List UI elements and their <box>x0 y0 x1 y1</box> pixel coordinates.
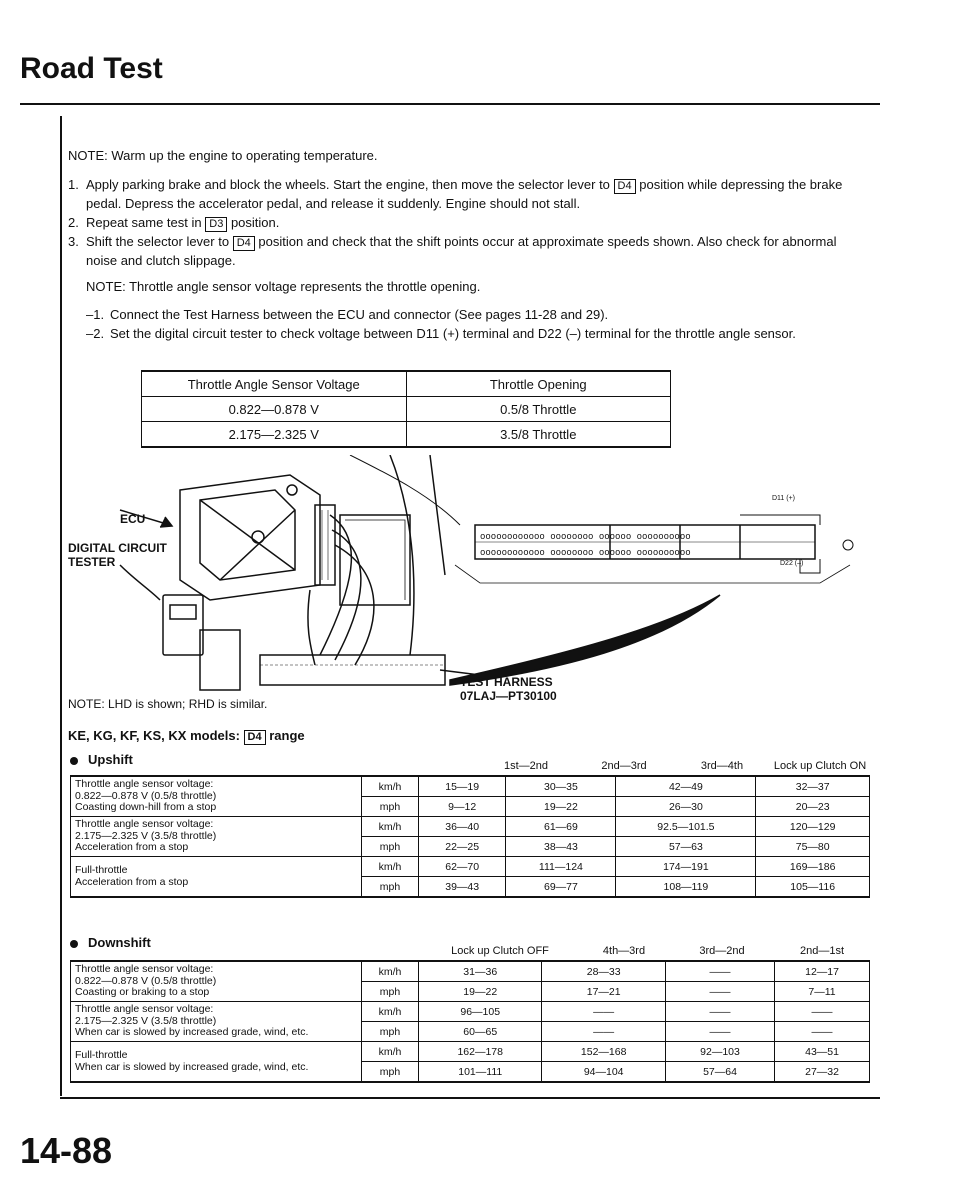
speed-cell: 101—111 <box>419 1062 542 1083</box>
condition-line: Full-throttle <box>75 864 128 876</box>
unit-cell: mph <box>362 797 419 817</box>
header-voltage: Throttle Angle Sensor Voltage <box>142 371 407 397</box>
speed-cell: 75—80 <box>756 837 870 857</box>
column-header: 2nd—3rd <box>601 760 647 772</box>
condition-line: When car is slowed by increased grade, wind, etc. <box>75 1026 309 1039</box>
condition-line: Coasting or braking to a stop <box>75 986 210 999</box>
condition-cell <box>71 1002 362 1042</box>
speed-cell: 111—124 <box>506 857 616 877</box>
speed-cell: —— <box>665 982 774 1002</box>
speed-cell: —— <box>542 1002 665 1022</box>
throttle-sensor-table <box>141 370 671 448</box>
downshift-table <box>70 960 870 1083</box>
speed-cell: 43—51 <box>775 1042 870 1062</box>
page-number: 14-88 <box>20 1130 113 1171</box>
note-throttle: NOTE: Throttle angle sensor voltage represents the throttle opening. <box>86 279 481 294</box>
speed-cell: —— <box>665 961 774 982</box>
speed-cell: 174—191 <box>616 857 756 877</box>
speed-cell: 169—186 <box>756 857 870 877</box>
footer-rule <box>60 1097 880 1099</box>
speed-cell: 19—22 <box>419 982 542 1002</box>
table-row <box>71 1002 870 1022</box>
condition-cell <box>71 817 362 857</box>
downshift-heading <box>70 935 151 950</box>
speed-cell: 57—63 <box>616 837 756 857</box>
harness-part-number: 07LAJ—PT30100 <box>460 689 557 703</box>
condition-line: Throttle angle sensor voltage: <box>75 963 214 976</box>
upshift-heading <box>70 752 133 767</box>
speed-cell: 105—116 <box>756 877 870 898</box>
condition-line: Coasting down-hill from a stop <box>75 801 217 814</box>
table-row <box>71 776 870 797</box>
speed-cell: 20—23 <box>756 797 870 817</box>
sub-step-text: Connect the Test Harness between the ECU and connector (See pages 11-28 and 29). <box>110 307 609 322</box>
condition-line: When car is slowed by increased grade, wind, etc. <box>75 1060 309 1073</box>
speed-cell: 19—22 <box>506 797 616 817</box>
procedure-step <box>68 213 868 232</box>
condition-cell <box>71 1042 362 1083</box>
speed-cell: 9—12 <box>419 797 506 817</box>
procedure-step <box>68 175 868 213</box>
unit-cell: km/h <box>362 961 419 982</box>
condition-line: Acceleration from a stop <box>75 841 189 854</box>
step-text-pre: Repeat same test in <box>86 215 202 230</box>
step-number: 3. <box>68 234 79 249</box>
sub-step <box>86 305 866 324</box>
table-row <box>71 1042 870 1062</box>
speed-cell: 27—32 <box>775 1062 870 1083</box>
table-cell: 2.175—2.325 V <box>142 422 407 448</box>
speed-cell: —— <box>775 1022 870 1042</box>
condition-line: 0.822—0.878 V (0.5/8 throttle) <box>75 974 217 987</box>
bullet-icon <box>70 757 78 765</box>
condition-line: Throttle angle sensor voltage: <box>75 1003 214 1016</box>
step-text-pre: Apply parking brake and block the wheels. Start the engine, then move the selector lever to <box>86 177 610 192</box>
step-text-pre: Shift the selector lever to <box>86 234 230 249</box>
table-row <box>142 397 671 422</box>
speed-cell: 31—36 <box>419 961 542 982</box>
speed-cell: 30—35 <box>506 776 616 797</box>
speed-cell: 69—77 <box>506 877 616 898</box>
table-header-row <box>142 371 671 397</box>
sub-step-number: –2. <box>86 326 105 341</box>
unit-cell: mph <box>362 837 419 857</box>
speed-cell: 62—70 <box>419 857 506 877</box>
d22-terminal-label: D22 (–) <box>780 560 804 567</box>
unit-cell: km/h <box>362 1042 419 1062</box>
speed-cell: 38—43 <box>506 837 616 857</box>
condition-line: 0.822—0.878 V (0.5/8 throttle) <box>75 789 217 802</box>
table-cell: 3.5/8 Throttle <box>406 422 671 448</box>
column-header: Lock up Clutch OFF <box>451 945 549 957</box>
column-header: 3rd—4th <box>700 760 744 772</box>
speed-cell: 7—11 <box>775 982 870 1002</box>
step-number: 1. <box>68 177 79 192</box>
step-text <box>86 213 856 232</box>
gear-position-box: D3 <box>205 217 227 232</box>
upshift-title: Upshift <box>88 752 133 767</box>
unit-cell: mph <box>362 877 419 898</box>
page-title: Road Test <box>20 52 163 85</box>
step-text-post: position. <box>230 215 280 230</box>
step-text <box>86 232 856 270</box>
step-text-post: position while depressing the brake pedal. Depress the accelerator pedal, and release it suddenly. Engine should not stall. <box>86 177 843 211</box>
speed-cell: 39—43 <box>419 877 506 898</box>
note-lhd: NOTE: LHD is shown; RHD is similar. <box>68 697 268 711</box>
condition-line: 2.175—2.325 V (3.5/8 throttle) <box>75 829 217 842</box>
speed-cell: 26—30 <box>616 797 756 817</box>
speed-cell: 96—105 <box>419 1002 542 1022</box>
speed-cell: —— <box>775 1002 870 1022</box>
speed-cell: 15—19 <box>419 776 506 797</box>
column-header: 2nd—1st <box>799 945 845 957</box>
speed-cell: —— <box>665 1022 774 1042</box>
speed-cell: —— <box>542 1022 665 1042</box>
condition-cell <box>71 776 362 817</box>
table-row <box>71 857 870 877</box>
note-warm-up: NOTE: Warm up the engine to operating temperature. <box>68 148 378 163</box>
step-number: 2. <box>68 215 79 230</box>
unit-cell: km/h <box>362 1002 419 1022</box>
table-cell: 0.5/8 Throttle <box>406 397 671 422</box>
header-opening: Throttle Opening <box>406 371 671 397</box>
header-rule <box>20 103 880 105</box>
speed-cell: 92—103 <box>665 1042 774 1062</box>
column-header: Lock up Clutch ON <box>773 760 867 772</box>
speed-cell: 108—119 <box>616 877 756 898</box>
gear-position-box: D4 <box>233 236 255 251</box>
models-range: range <box>269 728 305 743</box>
table-cell: 0.822—0.878 V <box>142 397 407 422</box>
gear-position-box: D4 <box>614 179 636 194</box>
condition-line: Throttle angle sensor voltage: <box>75 818 214 831</box>
tester-label: DIGITAL CIRCUIT TESTER <box>68 541 167 569</box>
unit-cell: mph <box>362 1062 419 1083</box>
step-text-post: position and check that the shift points occur at approximate speeds shown. Also check for abnormal noise and clutch slippage. <box>86 234 837 268</box>
ecu-harness-illustration <box>60 455 860 695</box>
unit-cell: km/h <box>362 817 419 837</box>
condition-line: Acceleration from a stop <box>75 875 189 888</box>
speed-cell: 17—21 <box>542 982 665 1002</box>
models-heading <box>68 728 305 745</box>
d11-terminal-label: D11 (+) <box>772 495 796 502</box>
condition-cell <box>71 857 362 898</box>
sub-step-number: –1. <box>86 307 105 322</box>
unit-cell: km/h <box>362 857 419 877</box>
condition-line: 2.175—2.325 V (3.5/8 throttle) <box>75 1014 217 1027</box>
bullet-icon <box>70 940 78 948</box>
column-header: 3rd—2nd <box>699 945 745 957</box>
harness-label <box>460 675 557 703</box>
speed-cell: 120—129 <box>756 817 870 837</box>
table-row <box>71 961 870 982</box>
harness-diagram <box>60 455 860 703</box>
speed-cell: 57—64 <box>665 1062 774 1083</box>
unit-cell: mph <box>362 982 419 1002</box>
speed-cell: 162—178 <box>419 1042 542 1062</box>
speed-cell: 60—65 <box>419 1022 542 1042</box>
table-row <box>142 422 671 448</box>
condition-line: Full-throttle <box>75 1049 128 1061</box>
speed-cell: 28—33 <box>542 961 665 982</box>
pin-row: oooooooooooo oooooooo oooooo oooooooooo <box>480 548 691 558</box>
sub-step <box>86 324 866 343</box>
speed-cell: 32—37 <box>756 776 870 797</box>
column-header: 4th—3rd <box>602 945 646 957</box>
unit-cell: mph <box>362 1022 419 1042</box>
speed-cell: 61—69 <box>506 817 616 837</box>
speed-cell: 42—49 <box>616 776 756 797</box>
sub-step-text: Set the digital circuit tester to check voltage between D11 (+) terminal and D22 (–) terminal for the throttle angle sensor. <box>110 326 796 341</box>
condition-line: Throttle angle sensor voltage: <box>75 778 214 791</box>
procedure-step <box>68 232 868 270</box>
upshift-table <box>70 775 870 898</box>
speed-cell: 36—40 <box>419 817 506 837</box>
pin-row: oooooooooooo oooooooo oooooo oooooooooo <box>480 532 691 542</box>
unit-cell: km/h <box>362 776 419 797</box>
downshift-title: Downshift <box>88 935 151 950</box>
table-row <box>71 817 870 837</box>
speed-cell: 94—104 <box>542 1062 665 1083</box>
speed-cell: 92.5—101.5 <box>616 817 756 837</box>
speed-cell: 22—25 <box>419 837 506 857</box>
speed-cell: —— <box>665 1002 774 1022</box>
speed-cell: 152—168 <box>542 1042 665 1062</box>
models-text: KE, KG, KF, KS, KX models: <box>68 728 240 743</box>
ecu-label: ECU <box>120 512 146 526</box>
condition-cell <box>71 961 362 1002</box>
harness-name: TEST HARNESS <box>460 675 553 689</box>
range-box: D4 <box>244 730 266 745</box>
speed-cell: 12—17 <box>775 961 870 982</box>
column-header: 1st—2nd <box>503 760 549 772</box>
step-text <box>86 175 856 213</box>
